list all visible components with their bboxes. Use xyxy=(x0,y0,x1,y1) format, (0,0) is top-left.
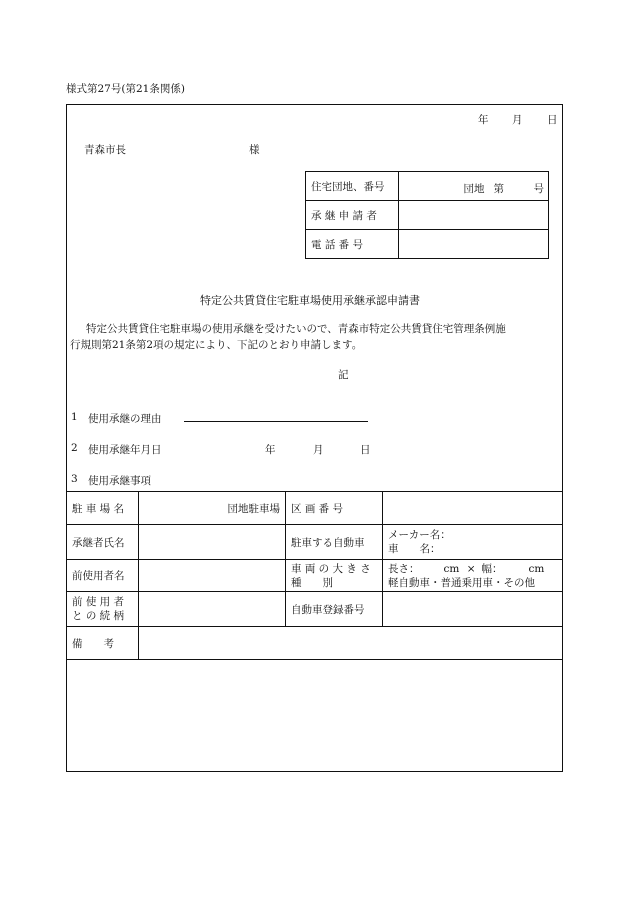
vehicle-types: 軽自動車・普通乗用車・その他 xyxy=(388,576,535,589)
item1-label: 使用承継の理由 xyxy=(88,413,162,425)
remarks-label: 備 考 xyxy=(67,627,139,660)
body-text-line1: 特定公共賃貸住宅駐車場の使用承継を受けたいので、青森市特定公共賃貸住宅管理条例施 xyxy=(86,323,506,335)
addressee-name: 青森市長 xyxy=(84,144,126,156)
item3-number: 3 xyxy=(71,473,78,485)
body-text-line2: 行規則第21条第2項の規定により、下記のとおり申請します。 xyxy=(70,339,363,351)
maker-label: メーカー名： xyxy=(388,529,451,541)
parking-lot-value[interactable]: 団地駐車場 xyxy=(139,492,286,525)
phone-label: 電 話 番 号 xyxy=(306,230,399,259)
housing-value[interactable]: 団地 第 号 xyxy=(399,172,549,201)
phone-value[interactable] xyxy=(399,230,549,259)
registration-value[interactable] xyxy=(383,592,563,627)
date-year: 年 xyxy=(478,114,489,126)
successor-name-value[interactable] xyxy=(139,525,286,560)
vehicle-size-value[interactable] xyxy=(383,560,563,592)
car-name-label: 車 名： xyxy=(388,543,441,555)
vehicle-size-label: 車 両 の 大 き さ 種 別 xyxy=(286,560,383,592)
prev-user-value[interactable] xyxy=(139,560,286,592)
date-month: 月 xyxy=(512,114,523,126)
section-number-label: 区 画 番 号 xyxy=(286,492,383,525)
applicant-table xyxy=(305,171,549,259)
ki-heading: 記 xyxy=(338,369,349,381)
item2-year: 年 xyxy=(265,444,276,456)
document-title: 特定公共賃貸住宅駐車場使用承継承認申請書 xyxy=(200,294,420,307)
successor-label: 承 継 申 請 者 xyxy=(306,201,399,230)
item3-label: 使用承継事項 xyxy=(88,475,151,487)
item2-label: 使用承継年月日 xyxy=(88,444,162,456)
details-table xyxy=(66,491,563,660)
relation-label: 前 使 用 者 と の 続 柄 xyxy=(67,592,139,627)
reason-input-line[interactable] xyxy=(184,421,368,422)
successor-name-label: 承継者氏名 xyxy=(67,525,139,560)
item1-number: 1 xyxy=(71,411,78,423)
vehicle-size-label-line1: 車 両 の 大 き さ xyxy=(291,562,371,575)
item2-month: 月 xyxy=(313,444,324,456)
relation-value[interactable] xyxy=(139,592,286,627)
date-day: 日 xyxy=(547,114,558,126)
item2-number: 2 xyxy=(71,442,78,454)
item2-day: 日 xyxy=(360,444,371,456)
vehicle-value[interactable] xyxy=(383,525,563,560)
parking-lot-label: 駐 車 場 名 xyxy=(67,492,139,525)
vehicle-size-dimensions: 長さ： cm × 幅： cm xyxy=(388,562,545,575)
housing-label: 住宅団地、番号 xyxy=(306,172,399,201)
form-number: 様式第27号(第21条関係) xyxy=(66,83,185,95)
remarks-value[interactable] xyxy=(139,627,563,660)
successor-value[interactable] xyxy=(399,201,549,230)
section-number-value[interactable] xyxy=(383,492,563,525)
registration-label: 自動車登録番号 xyxy=(286,592,383,627)
addressee-honorific: 様 xyxy=(249,144,260,156)
prev-user-label: 前使用者名 xyxy=(67,560,139,592)
vehicle-label: 駐車する自動車 xyxy=(286,525,383,560)
